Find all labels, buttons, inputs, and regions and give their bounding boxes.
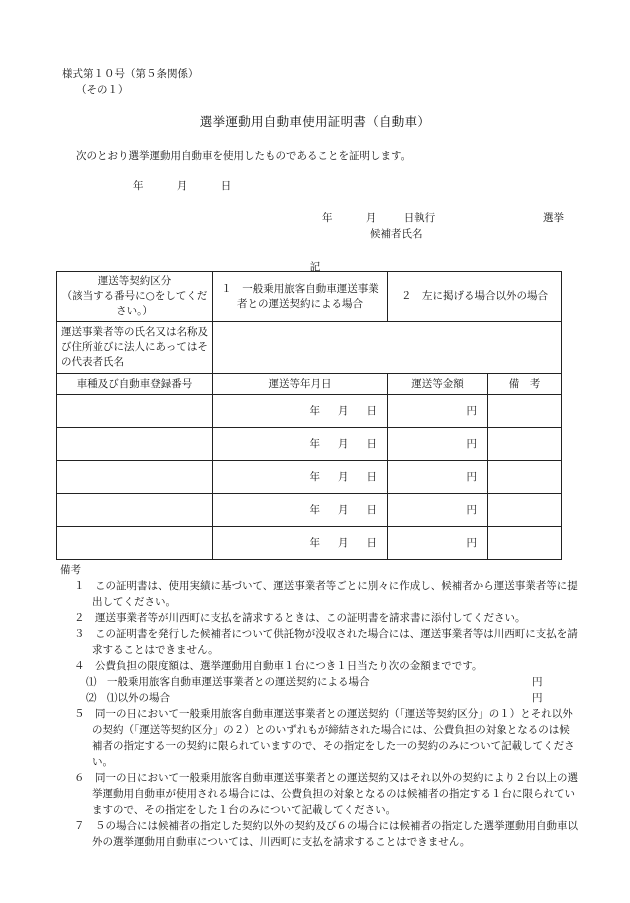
row-year: 年 <box>309 470 320 483</box>
row-day: 日 <box>366 470 377 483</box>
note-1: １ この証明書は、使用実績に基づいて、運送事業者等ごとに別々に作成し、候補者から運送事業者等に提出してください。 <box>74 580 578 608</box>
candidate-name-label: 候補者氏名 <box>370 228 423 240</box>
date-year-label: 年 <box>133 180 144 192</box>
row-year: 年 <box>309 437 320 450</box>
table-row <box>57 395 562 428</box>
date-month-label: 月 <box>176 180 188 192</box>
amount-cell[interactable]: 円 <box>388 428 488 461</box>
amount-cell[interactable]: 円 <box>388 461 488 494</box>
vehicle-cell[interactable] <box>57 461 213 494</box>
col-vehicle-header: 車種及び自動車登録番号 <box>57 374 213 395</box>
table-row <box>57 494 562 527</box>
note-4: ４ 公費負担の限度額は、選挙運動用自動車１台につき１日当たり次の金額までです。 <box>74 660 483 672</box>
remarks-cell[interactable] <box>488 461 562 494</box>
vehicle-cell[interactable] <box>57 527 213 560</box>
note-4-item-1 <box>86 674 580 690</box>
note-6: ６ 同一の日において一般乗用旅客自動車運送事業者との運送契約又はそれ以外の契約により２台以上の選挙運動用自動車が使用される場合には、公費負担の対象となるのは候補者の指定する１台に限られていますので、その指定をした１台のみについて記載してください。 <box>74 772 578 816</box>
contract-row <box>57 272 562 322</box>
row-year: 年 <box>309 503 320 516</box>
remarks-cell[interactable] <box>488 494 562 527</box>
row-month: 月 <box>338 536 349 549</box>
contract-option-2[interactable]: ２ 左に掲げる場合以外の場合 <box>388 272 562 322</box>
date-cell[interactable] <box>213 527 388 560</box>
vehicle-cell[interactable] <box>57 395 213 428</box>
ki-label: 記 <box>309 261 321 273</box>
form-number: 様式第１０号（第５条関係） <box>62 68 199 80</box>
vehicle-cell[interactable] <box>57 494 213 527</box>
election-date <box>322 210 435 225</box>
row-day: 日 <box>366 536 377 549</box>
row-month: 月 <box>338 404 349 417</box>
notes-section <box>60 562 580 850</box>
table-row <box>57 527 562 560</box>
note-5: ５ 同一の日において一般乗用旅客自動車運送事業者との運送契約（「運送等契約区分」の１）とそれ以外の契約（「運送等契約区分」の２）とのいずれもが締結された場合には、公費負担の対象となるのは候補者の指定する一の契約に限られていますので、その指定をした一の契約のみについて記載してください。 <box>74 708 575 768</box>
date-cell[interactable] <box>213 428 388 461</box>
certification-date <box>133 178 231 193</box>
usage-table <box>56 271 562 560</box>
row-day: 日 <box>366 404 377 417</box>
row-year: 年 <box>309 404 320 417</box>
row-year: 年 <box>309 536 320 549</box>
intro-text: 次のとおり選挙運動用自動車を使用したものであることを証明します。 <box>76 150 412 162</box>
operator-row <box>57 322 562 374</box>
col-remarks-header: 備 考 <box>488 374 562 395</box>
election-label: 選挙 <box>543 212 564 224</box>
election-day-label: 日執行 <box>403 212 436 224</box>
contract-label: 運送等契約区分 （該当する番号に○をしてください。） <box>57 272 213 322</box>
form-sub-number: （その１） <box>76 84 129 96</box>
note-4-item-2-text: ⑵ ⑴以外の場合 <box>86 692 170 704</box>
note-4-item-2-yen: 円 <box>532 692 543 704</box>
vehicle-cell[interactable] <box>57 428 213 461</box>
col-date-header: 運送等年月日 <box>213 374 388 395</box>
note-3: ３ この証明書を発行した候補者について供託物が没収された場合には、運送事業者等は川西町に支払を請求することはできません。 <box>74 628 578 656</box>
row-month: 月 <box>338 437 349 450</box>
note-7: ７ ５の場合には候補者の指定した契約以外の契約及び６の場合には候補者の指定した選挙運動用自動車以外の選挙運動用自動車については、川西町に支払を請求することはできません。 <box>74 820 578 848</box>
note-4-item-1-text: ⑴ 一般乗用旅客自動車運送事業者との運送契約による場合 <box>86 676 370 688</box>
remarks-cell[interactable] <box>488 527 562 560</box>
operator-label: 運送事業者等の氏名又は名称及び住所並びに法人にあってはその代表者氏名 <box>57 322 213 374</box>
amount-cell[interactable]: 円 <box>388 494 488 527</box>
row-day: 日 <box>366 437 377 450</box>
amount-cell[interactable]: 円 <box>388 395 488 428</box>
column-header-row <box>57 374 562 395</box>
notes-heading: 備考 <box>60 564 81 576</box>
operator-field[interactable] <box>213 322 562 374</box>
election-year-label: 年 <box>322 212 333 224</box>
remarks-cell[interactable] <box>488 428 562 461</box>
table-row <box>57 428 562 461</box>
date-cell[interactable] <box>213 494 388 527</box>
table-row <box>57 461 562 494</box>
row-day: 日 <box>366 503 377 516</box>
note-2: ２ 運送事業者等が川西町に支払を請求するときは、この証明書を請求書に添付してください。 <box>74 612 526 624</box>
contract-option-1[interactable]: １ 一般乗用旅客自動車運送事業者との運送契約による場合 <box>213 272 388 322</box>
row-month: 月 <box>338 470 349 483</box>
col-amount-header: 運送等金額 <box>388 374 488 395</box>
note-4-item-1-yen: 円 <box>532 676 543 688</box>
date-cell[interactable] <box>213 395 388 428</box>
document-title: 選挙運動用自動車使用証明書（自動車） <box>199 114 431 129</box>
amount-cell[interactable]: 円 <box>388 527 488 560</box>
date-cell[interactable] <box>213 461 388 494</box>
note-4-item-2 <box>86 690 580 706</box>
date-day-label: 日 <box>220 180 232 192</box>
election-month-label: 月 <box>365 212 377 224</box>
row-month: 月 <box>338 503 349 516</box>
remarks-cell[interactable] <box>488 395 562 428</box>
